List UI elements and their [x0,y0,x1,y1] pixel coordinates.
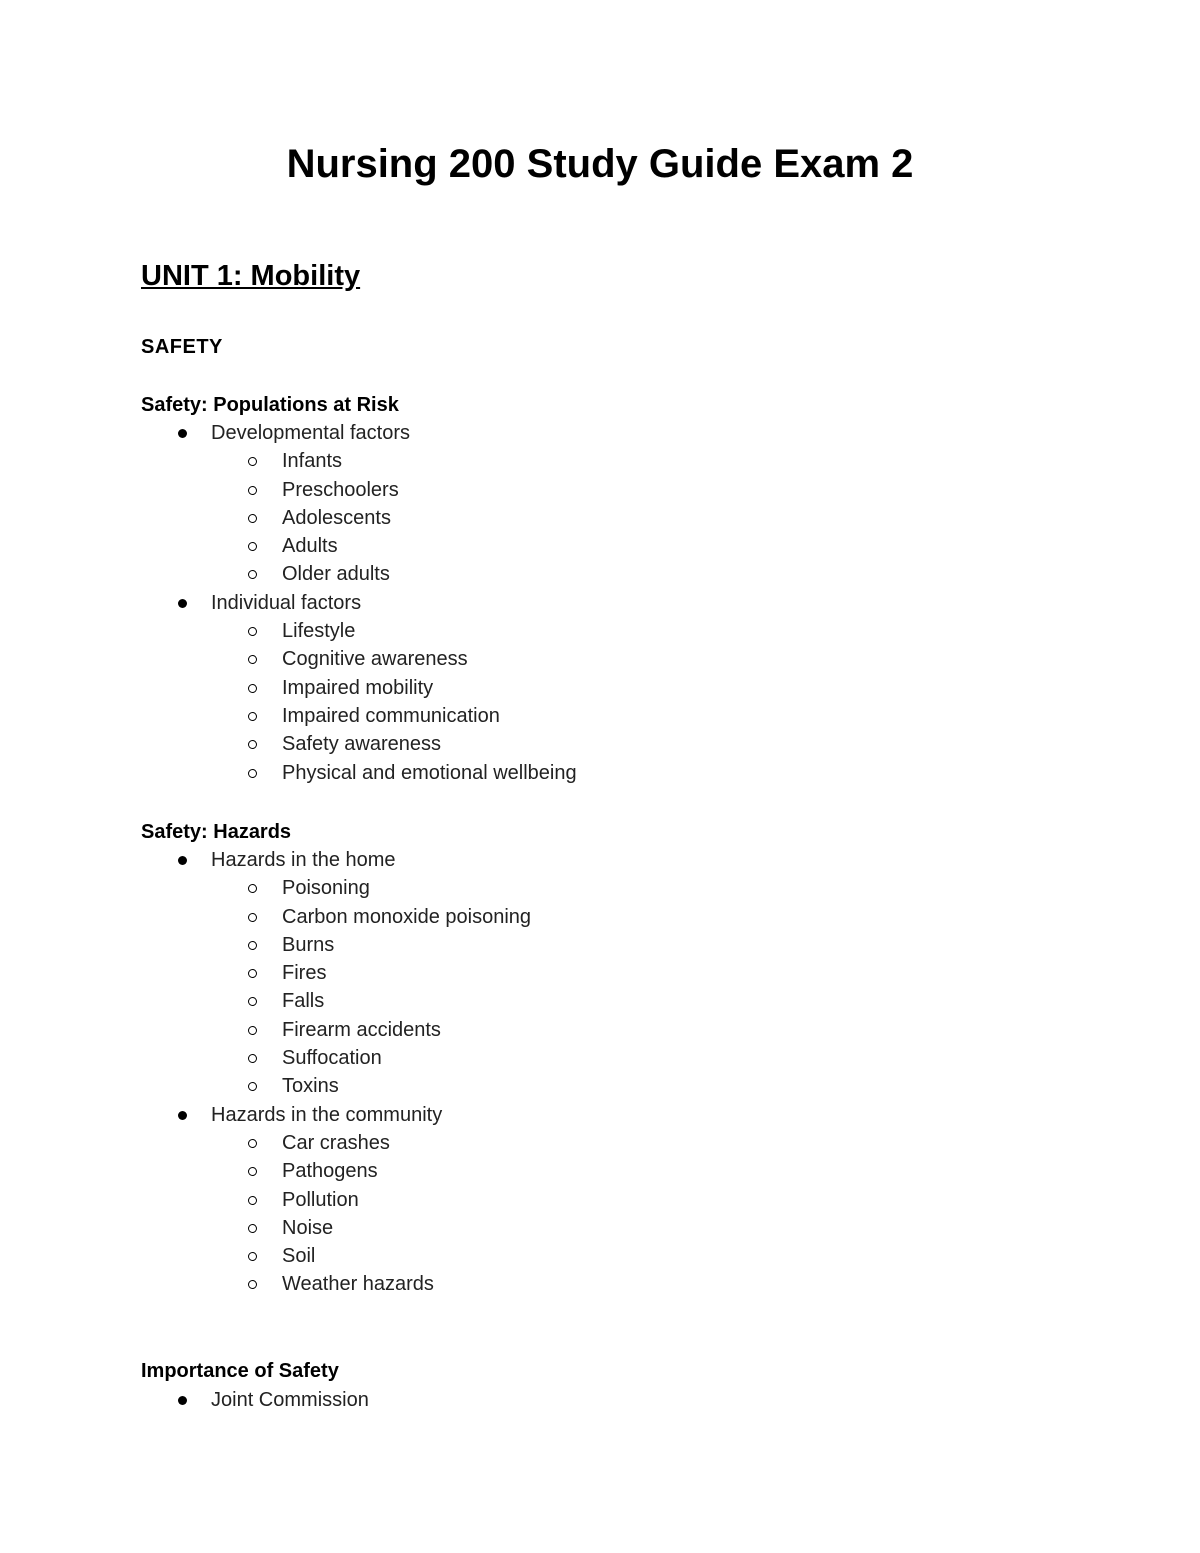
hollow-bullet-icon [248,1224,257,1233]
hollow-bullet-icon [248,712,257,721]
sublist-item [211,476,577,504]
hollow-bullet-icon [248,913,257,922]
hollow-bullet-icon [248,769,257,778]
hollow-bullet-icon [248,1196,257,1205]
hollow-bullet-icon [248,1139,257,1148]
sublist-item [211,1072,531,1100]
section-heading-hazards: Safety: Hazards [141,821,292,843]
list-item [141,1386,369,1414]
sublist-item-label: Cognitive awareness [282,648,468,671]
sublist-item-label: Burns [282,933,335,956]
list-item-label: Developmental factors [211,422,410,444]
sublist-item-label: Pathogens [282,1160,378,1183]
hollow-bullet-icon [248,570,257,579]
sublist-item-label: Impaired mobility [282,676,434,699]
sublist-item [211,645,577,673]
sublist-item-label: Toxins [282,1075,339,1098]
hollow-bullet-icon [248,997,257,1006]
list-item [141,1101,531,1299]
hollow-bullet-icon [248,627,257,636]
sublist-item-label: Suffocation [282,1047,382,1070]
hollow-bullet-icon [248,969,257,978]
sublist-item [211,702,577,730]
filled-bullet-icon [178,429,187,438]
list-item [141,846,531,1101]
sublist-item [211,560,577,588]
sublist-item [211,730,577,758]
sublist-item-label: Preschoolers [282,478,399,501]
sublist-item [211,617,577,645]
sublist-item [211,1186,531,1214]
sublist-item [211,903,531,931]
hazards-list [141,846,531,1299]
sublist-item-label: Noise [282,1216,334,1239]
sublist-item-label: Poisoning [282,877,370,900]
list-item-label: Joint Commission [211,1389,369,1411]
hollow-bullet-icon [248,457,257,466]
sublist-item [211,959,531,987]
sublist-item [211,1016,531,1044]
sublist [211,874,531,1100]
sublist-item-label: Infants [282,450,343,473]
hollow-bullet-icon [248,684,257,693]
sublist-item [211,1129,531,1157]
sublist-item [211,987,531,1015]
sublist-item [211,1214,531,1242]
hollow-bullet-icon [248,941,257,950]
sublist-item [211,1270,531,1298]
document-title: Nursing 200 Study Guide Exam 2 [286,142,914,186]
unit-heading: UNIT 1: Mobility [141,260,361,292]
sublist-item-label: Soil [282,1245,316,1268]
sublist-item [211,759,577,787]
sublist [211,1129,531,1299]
hollow-bullet-icon [248,542,257,551]
list-item-label: Individual factors [211,591,362,614]
sublist-item-label: Pollution [282,1188,359,1211]
hollow-bullet-icon [248,1082,257,1091]
sublist-item-label: Firearm accidents [282,1018,441,1041]
list-item-label: Hazards in the home [211,849,396,871]
hollow-bullet-icon [248,486,257,495]
hollow-bullet-icon [248,740,257,749]
sublist-item [211,931,531,959]
hollow-bullet-icon [248,884,257,893]
populations-at-risk-list [141,419,577,787]
sublist-item [211,447,577,475]
importance-of-safety-list [141,1386,369,1414]
sublist-item [211,1157,531,1185]
filled-bullet-icon [178,1111,187,1120]
filled-bullet-icon [178,856,187,865]
hollow-bullet-icon [248,655,257,664]
section-heading-importance-of-safety: Importance of Safety [141,1360,339,1382]
hollow-bullet-icon [248,1280,257,1289]
sublist-item [211,874,531,902]
sublist-item-label: Adolescents [282,506,391,529]
sublist-item-label: Fires [282,962,327,985]
list-item-label: Hazards in the community [211,1103,443,1126]
list-item [141,419,577,589]
sublist-item [211,674,577,702]
sublist [211,447,577,588]
list-item [141,589,577,787]
sublist-item-label: Safety awareness [282,733,441,756]
sublist-item-label: Older adults [282,563,390,586]
sublist-item-label: Car crashes [282,1131,390,1154]
hollow-bullet-icon [248,1167,257,1176]
sublist-item [211,532,577,560]
sublist [211,617,577,787]
sublist-item-label: Carbon monoxide poisoning [282,905,532,928]
sublist-item [211,1242,531,1270]
filled-bullet-icon [178,1396,187,1405]
sublist-item-label: Weather hazards [282,1273,434,1296]
section-label-safety: SAFETY [141,336,223,358]
sublist-item [211,504,577,532]
hollow-bullet-icon [248,1026,257,1035]
sublist-item-label: Falls [282,990,325,1013]
sublist-item-label: Impaired communication [282,704,500,727]
hollow-bullet-icon [248,514,257,523]
sublist-item-label: Adults [282,535,338,558]
sublist-item-label: Physical and emotional wellbeing [282,761,577,784]
filled-bullet-icon [178,599,187,608]
hollow-bullet-icon [248,1054,257,1063]
hollow-bullet-icon [248,1252,257,1261]
section-heading-populations-at-risk: Safety: Populations at Risk [141,394,399,416]
sublist-item-label: Lifestyle [282,620,356,643]
sublist-item [211,1044,531,1072]
